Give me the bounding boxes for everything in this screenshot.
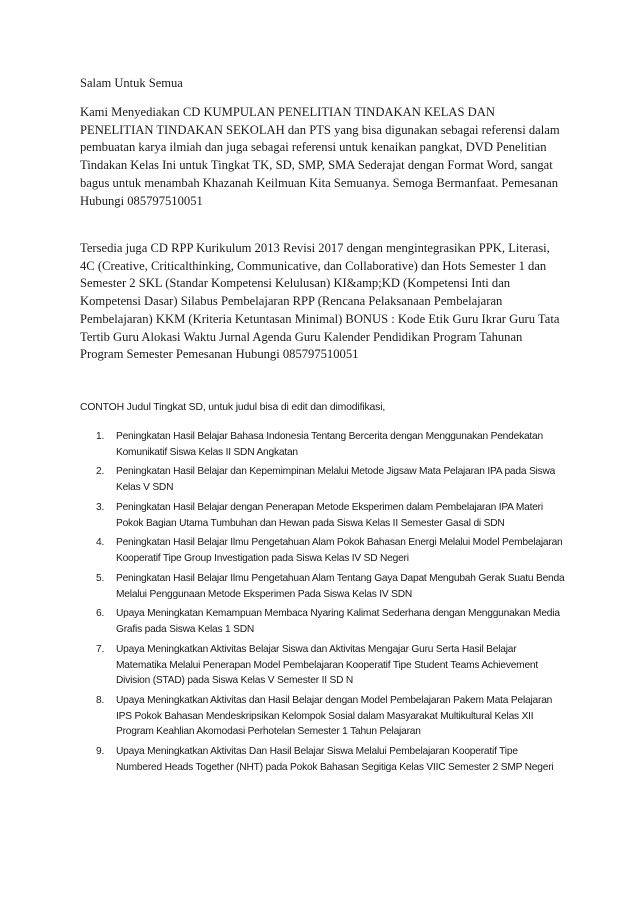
list-item-number: 1. bbox=[96, 431, 105, 442]
list-item-text: Upaya Meningkatkan Aktivitas Dan Hasil Belajar Siswa Melalui Pembelajaran Kooperatif Tipe Numbered Heads Together (NHT) pada Pokok Bahasan Segitiga Kelas VIIC Semester 2 SMP Negeri bbox=[116, 746, 554, 773]
list-item-number: 9. bbox=[96, 746, 105, 758]
list-item-number: 2. bbox=[96, 466, 105, 478]
list-item bbox=[96, 642, 566, 689]
list-item-number: 8. bbox=[96, 694, 105, 706]
list-item-number: 7. bbox=[96, 643, 105, 655]
list-item bbox=[96, 606, 566, 637]
list-item-text: Peningkatan Hasil Belajar dengan Penerapan Metode Eksperimen dalam Pembelajaran IPA Materi Pokok Bagian Utama Tumbuhan dan Hewan pada Siswa Kelas II Semester Gasal di SDN bbox=[116, 501, 543, 529]
list-item bbox=[96, 535, 566, 566]
list-item-text: Upaya Meningkatkan Aktivitas dan Hasil Belajar dengan Model Pembelajaran Pakem Mata Pelajaran IPS Pokok Bahasan Mendeskripsikan Kelompok Sosial dalam Masyarakat Multikultural Kelas XII Program Keahlian Akomodasi Perhotelan Semester 1 Tahun Pelajaran bbox=[116, 694, 553, 738]
list-item bbox=[96, 571, 566, 602]
list-item-text: Upaya Meningkatan Kemampuan Membaca Nyaring Kalimat Sederhana dengan Menggunakan Media Grafis pada Siswa Kelas 1 SDN bbox=[116, 608, 560, 636]
list-item-number: 5. bbox=[96, 572, 105, 584]
list-item bbox=[96, 429, 566, 460]
title-list bbox=[96, 429, 566, 780]
list-item-text: Peningkatan Hasil Belajar Ilmu Pengetahuan Alam Pokok Bahasan Energi Melalui Model Pembelajaran Kooperatif Tipe Group Investigation pada Siswa Kelas IV SD Negeri bbox=[116, 537, 563, 565]
list-item bbox=[96, 500, 566, 531]
list-item-text: Peningkatan Hasil Belajar dan Kepemimpinan Melalui Metode Jigsaw Mata Pelajaran IPA pada Siswa Kelas V SDN bbox=[116, 466, 556, 494]
contoh-heading: CONTOH Judul Tingkat SD, untuk judul bisa di edit dan dimodifikasi, bbox=[80, 402, 386, 413]
rpp-paragraph: Tersedia juga CD RPP Kurikulum 2013 Revisi 2017 dengan mengintegrasikan PPK, Literasi, 4C (Creative, Criticalthinking, Communicative, dan Collaborative) dan Hots Semester 1 dan Semester 2 SKL (Standar Kompetensi Kelulusan) KI&amp;KD (Kompetensi Inti dan Kompetensi Dasar) Silabus Pembelajaran RPP (Rencana Pelaksanaan Pembelajaran Pembelajaran) KKM (Kriteria Ketuntasan Minimal) BONUS : Kode Etik Guru Ikrar Guru Tata Tertib Guru Alokasi Waktu Jurnal Agenda Guru Kalender Pendidikan Program Tahunan Program Semester Pemesanan Hubungi 085797510051 bbox=[80, 241, 560, 362]
list-item-number: 6. bbox=[96, 608, 105, 620]
list-item-number: 3. bbox=[96, 501, 105, 513]
intro-paragraph: Kami Menyediakan CD KUMPULAN PENELITIAN TINDAKAN KELAS DAN PENELITIAN TINDAKAN SEKOLAH dan PTS yang bisa digunakan sebagai referensi dalam pembuatan karya ilmiah dan juga sebagai referensi untuk kenaikan pangkat, DVD Penelitian Tindakan Kelas Ini untuk Tingkat TK, SD, SMP, SMA Sederajat dengan Format Word, sangat bagus untuk menambah Khazanah Keilmuan Kita Semuanya. Semoga Bermanfaat. Pemesanan Hubungi 085797510051 bbox=[80, 105, 560, 208]
list-item-text: Peningkatan Hasil Belajar Bahasa Indonesia Tentang Bercerita dengan Menggunakan Pendekatan Komunikatif Siswa Kelas II SDN Angkatan bbox=[116, 431, 543, 458]
list-item-number: 4. bbox=[96, 537, 105, 549]
list-item bbox=[96, 464, 566, 495]
list-item-text: Upaya Meningkatkan Aktivitas Belajar Siswa dan Aktivitas Mengajar Guru Serta Hasil Belajar Matematika Melalui Penerapan Model Pembelajaran Kooperatif Tipe Student Teams Achievement Division (STAD) pada Siswa Kelas V Semester II SD N bbox=[116, 643, 539, 687]
list-item bbox=[96, 693, 566, 740]
greeting-line: Salam Untuk Semua bbox=[80, 76, 183, 90]
list-item bbox=[96, 744, 566, 775]
list-item-text: Peningkatan Hasil Belajar Ilmu Pengetahuan Alam Tentang Gaya Dapat Mengubah Gerak Suatu Benda Melalui Penggunaan Metode Eksperimen Pada Siswa Kelas IV SDN bbox=[116, 572, 565, 600]
